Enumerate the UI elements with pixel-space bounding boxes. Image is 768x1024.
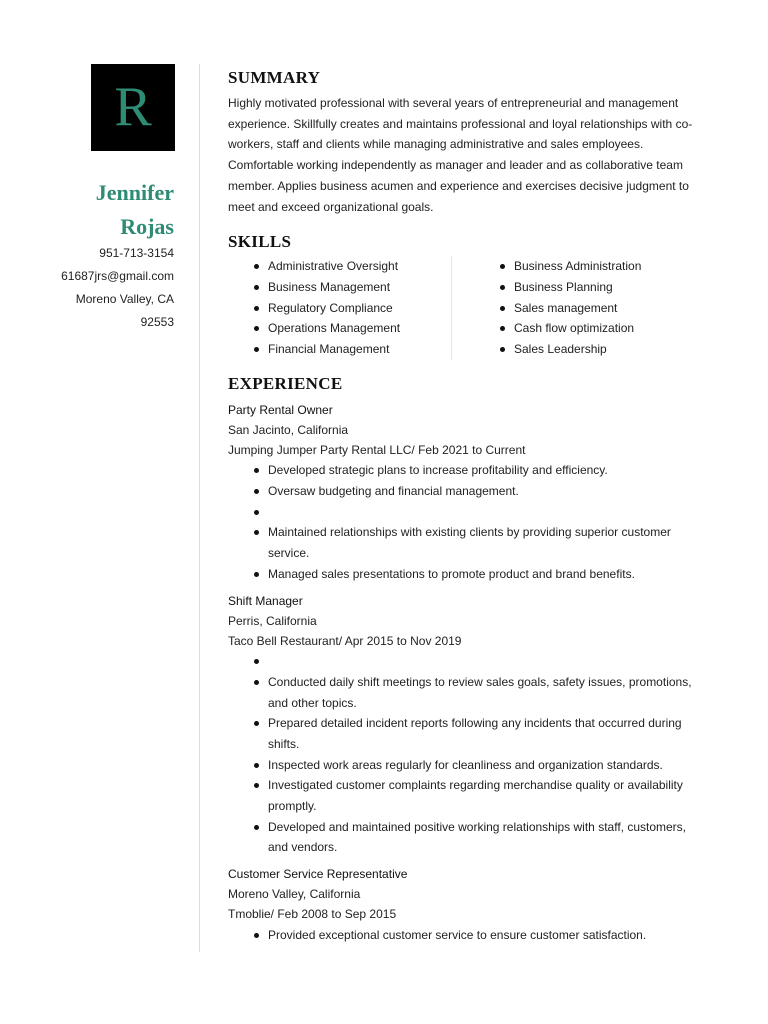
job-location: Perris, California <box>228 613 317 628</box>
job-bullet: Prepared detailed incident reports following any incidents that occurred during shifts. <box>228 713 703 754</box>
experience-heading: EXPERIENCE <box>228 373 343 393</box>
skills-left-column <box>228 256 473 360</box>
job-company-dates: Jumping Jumper Party Rental LLC/ Feb 2021 to Current <box>228 443 526 458</box>
job-bullet: Developed and maintained positive working relationships with staff, customers, and vendors. <box>228 817 703 858</box>
experience-list <box>228 400 703 946</box>
job-bullets <box>228 925 703 946</box>
column-divider <box>199 64 200 952</box>
first-name: Jennifer <box>95 180 174 205</box>
job-bullet: Developed strategic plans to increase profitability and efficiency. <box>228 460 703 481</box>
main-column <box>228 66 703 951</box>
job-company-dates: Tmoblie/ Feb 2008 to Sep 2015 <box>228 907 397 922</box>
skills-right-column <box>451 256 674 360</box>
skills-heading: SKILLS <box>228 232 292 252</box>
job-company-dates: Taco Bell Restaurant/ Apr 2015 to Nov 2019 <box>228 633 462 648</box>
job-location: San Jacinto, California <box>228 422 349 437</box>
job-bullet <box>228 651 703 672</box>
job-bullet: Maintained relationships with existing clients by providing superior customer service. <box>228 522 703 563</box>
skill-item: Sales management <box>474 298 674 319</box>
skill-item: Sales Leadership <box>474 339 674 360</box>
job-bullets <box>228 651 703 858</box>
job-entry <box>228 400 703 585</box>
skills-list <box>228 256 703 360</box>
job-bullet: Inspected work areas regularly for cleanliness and organization standards. <box>228 755 703 776</box>
summary-heading: SUMMARY <box>228 68 321 87</box>
job-title: Shift Manager <box>228 593 303 608</box>
skill-item: Regulatory Compliance <box>228 298 473 319</box>
job-title: Party Rental Owner <box>228 402 333 417</box>
city: Moreno Valley, CA <box>75 292 174 306</box>
job-location: Moreno Valley, California <box>228 887 361 902</box>
summary-text: Highly motivated professional with several years of entrepreneurial and management experience. Skillfully creates and maintains professional and loyal relationships with co-workers, staff and clients while managing administrative and sales employees. Comfortable working independently as manager and leader and as collaborative team member. Applies business acumen and experience and exercises decisive judgment to meet and exceed organizational goals. <box>228 96 693 214</box>
job-bullet: Managed sales presentations to promote product and brand benefits. <box>228 564 703 585</box>
job-bullet: Conducted daily shift meetings to review sales goals, safety issues, promotions, and other topics. <box>228 672 703 713</box>
email: 61687jrs@gmail.com <box>61 269 174 283</box>
job-bullet <box>228 502 703 523</box>
job-title: Customer Service Representative <box>228 867 408 882</box>
job-entry <box>228 864 703 945</box>
job-bullet: Provided exceptional customer service to ensure customer satisfaction. <box>228 925 703 946</box>
skill-item: Cash flow optimization <box>474 318 674 339</box>
skill-item: Financial Management <box>228 339 473 360</box>
skill-item: Operations Management <box>228 318 473 339</box>
job-bullet: Oversaw budgeting and financial management. <box>228 481 703 502</box>
phone: 951-713-3154 <box>99 246 174 260</box>
monogram-badge: R <box>91 64 175 151</box>
last-name: Rojas <box>120 214 174 239</box>
job-bullet: Investigated customer complaints regarding merchandise quality or availability promptly. <box>228 775 703 816</box>
candidate-name <box>96 176 174 244</box>
skill-item: Administrative Oversight <box>228 256 473 277</box>
contact-info <box>61 242 174 334</box>
skill-item: Business Planning <box>474 277 674 298</box>
job-entry <box>228 591 703 859</box>
job-bullets <box>228 460 703 584</box>
skill-item: Business Management <box>228 277 473 298</box>
skill-item: Business Administration <box>474 256 674 277</box>
zip: 92553 <box>140 315 174 329</box>
